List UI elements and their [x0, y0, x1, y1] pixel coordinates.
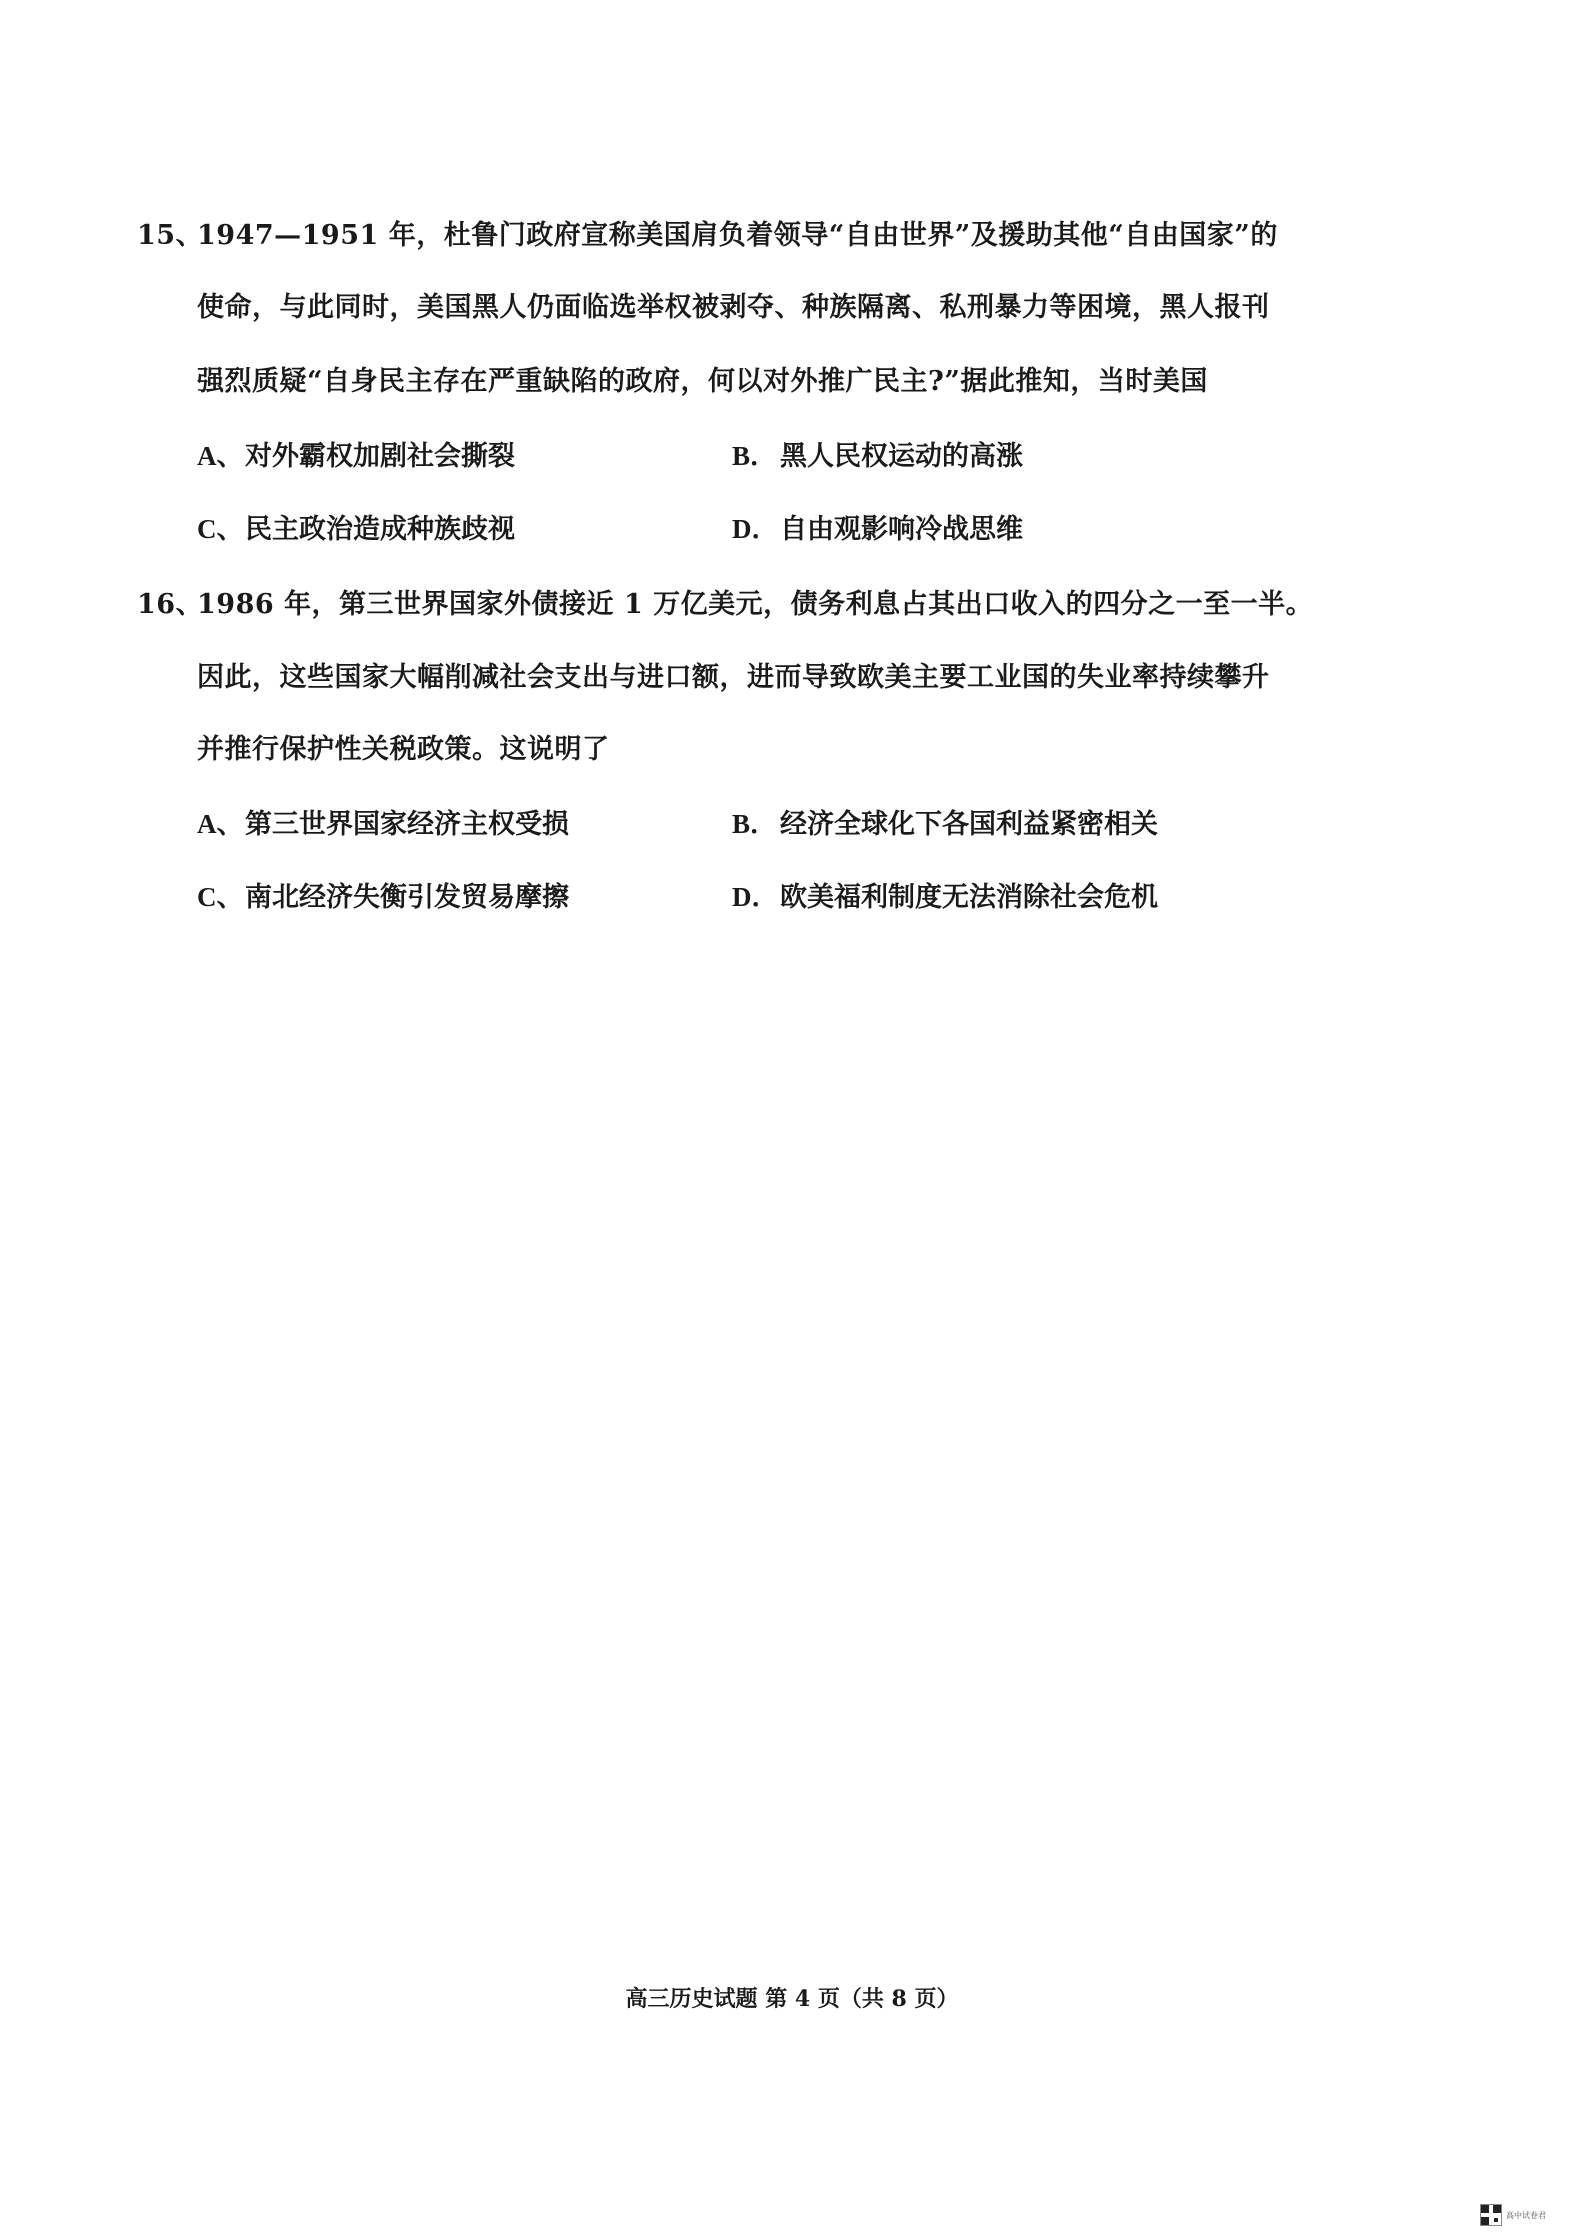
watermark: [1480, 2204, 1546, 2226]
option-text: 南北经济失衡引发贸易摩擦: [245, 882, 569, 913]
question-16-line-3: 并推行保护性关税政策。这说明了: [197, 734, 610, 765]
question-text: 1947—1951 年，杜鲁门政府宣称美国肩负着领导“自由世界”及援助其他“自由国家”的: [197, 220, 1278, 251]
option-d: [732, 511, 1023, 548]
option-text: 民主政治造成种族歧视: [245, 514, 515, 545]
option-letter: D．: [732, 514, 779, 544]
option-text: 经济全球化下各国利益紧密相关: [780, 809, 1158, 840]
option-a: [197, 806, 569, 843]
question-number: 16、: [137, 589, 204, 620]
option-letter: A、: [197, 441, 244, 471]
option-text: 欧美福利制度无法消除社会危机: [780, 882, 1158, 913]
page-footer: 高三历史试题 第 4 页（共 8 页）: [625, 1986, 959, 2012]
option-c: [197, 511, 515, 548]
option-letter: D．: [732, 882, 779, 912]
question-16-line-1: [137, 587, 1313, 623]
question-15-line-3: 强烈质疑“自身民主存在严重缺陷的政府，何以对外推广民主?”据此推知，当时美国: [197, 366, 1208, 397]
question-16-line-2: 因此，这些国家大幅削减社会支出与进口额，进而导致欧美主要工业国的失业率持续攀升: [197, 662, 1270, 693]
option-letter: B．: [732, 441, 778, 471]
question-15-line-2: 使命，与此同时，美国黑人仍面临选举权被剥夺、种族隔离、私刑暴力等困境，黑人报刊: [197, 292, 1270, 323]
option-text: 对外霸权加剧社会撕裂: [245, 441, 515, 472]
option-text: 黑人民权运动的高涨: [780, 441, 1023, 472]
option-d: [732, 879, 1158, 916]
qr-code-icon: [1480, 2204, 1502, 2226]
option-text: 自由观影响冷战思维: [780, 514, 1023, 545]
question-15-line-1: [137, 218, 1278, 254]
option-b: [732, 438, 1023, 475]
option-letter: C、: [197, 882, 244, 912]
option-a: [197, 438, 515, 475]
option-letter: B．: [732, 809, 778, 839]
question-number: 15、: [137, 220, 204, 251]
watermark-text: 高中试卷君: [1506, 2210, 1546, 2220]
option-b: [732, 806, 1158, 843]
option-c: [197, 879, 569, 916]
question-text: 1986 年，第三世界国家外债接近 1 万亿美元，债务利息占其出口收入的四分之一至一半。: [197, 589, 1314, 620]
option-letter: C、: [197, 514, 244, 544]
option-letter: A、: [197, 809, 244, 839]
option-text: 第三世界国家经济主权受损: [245, 809, 569, 840]
